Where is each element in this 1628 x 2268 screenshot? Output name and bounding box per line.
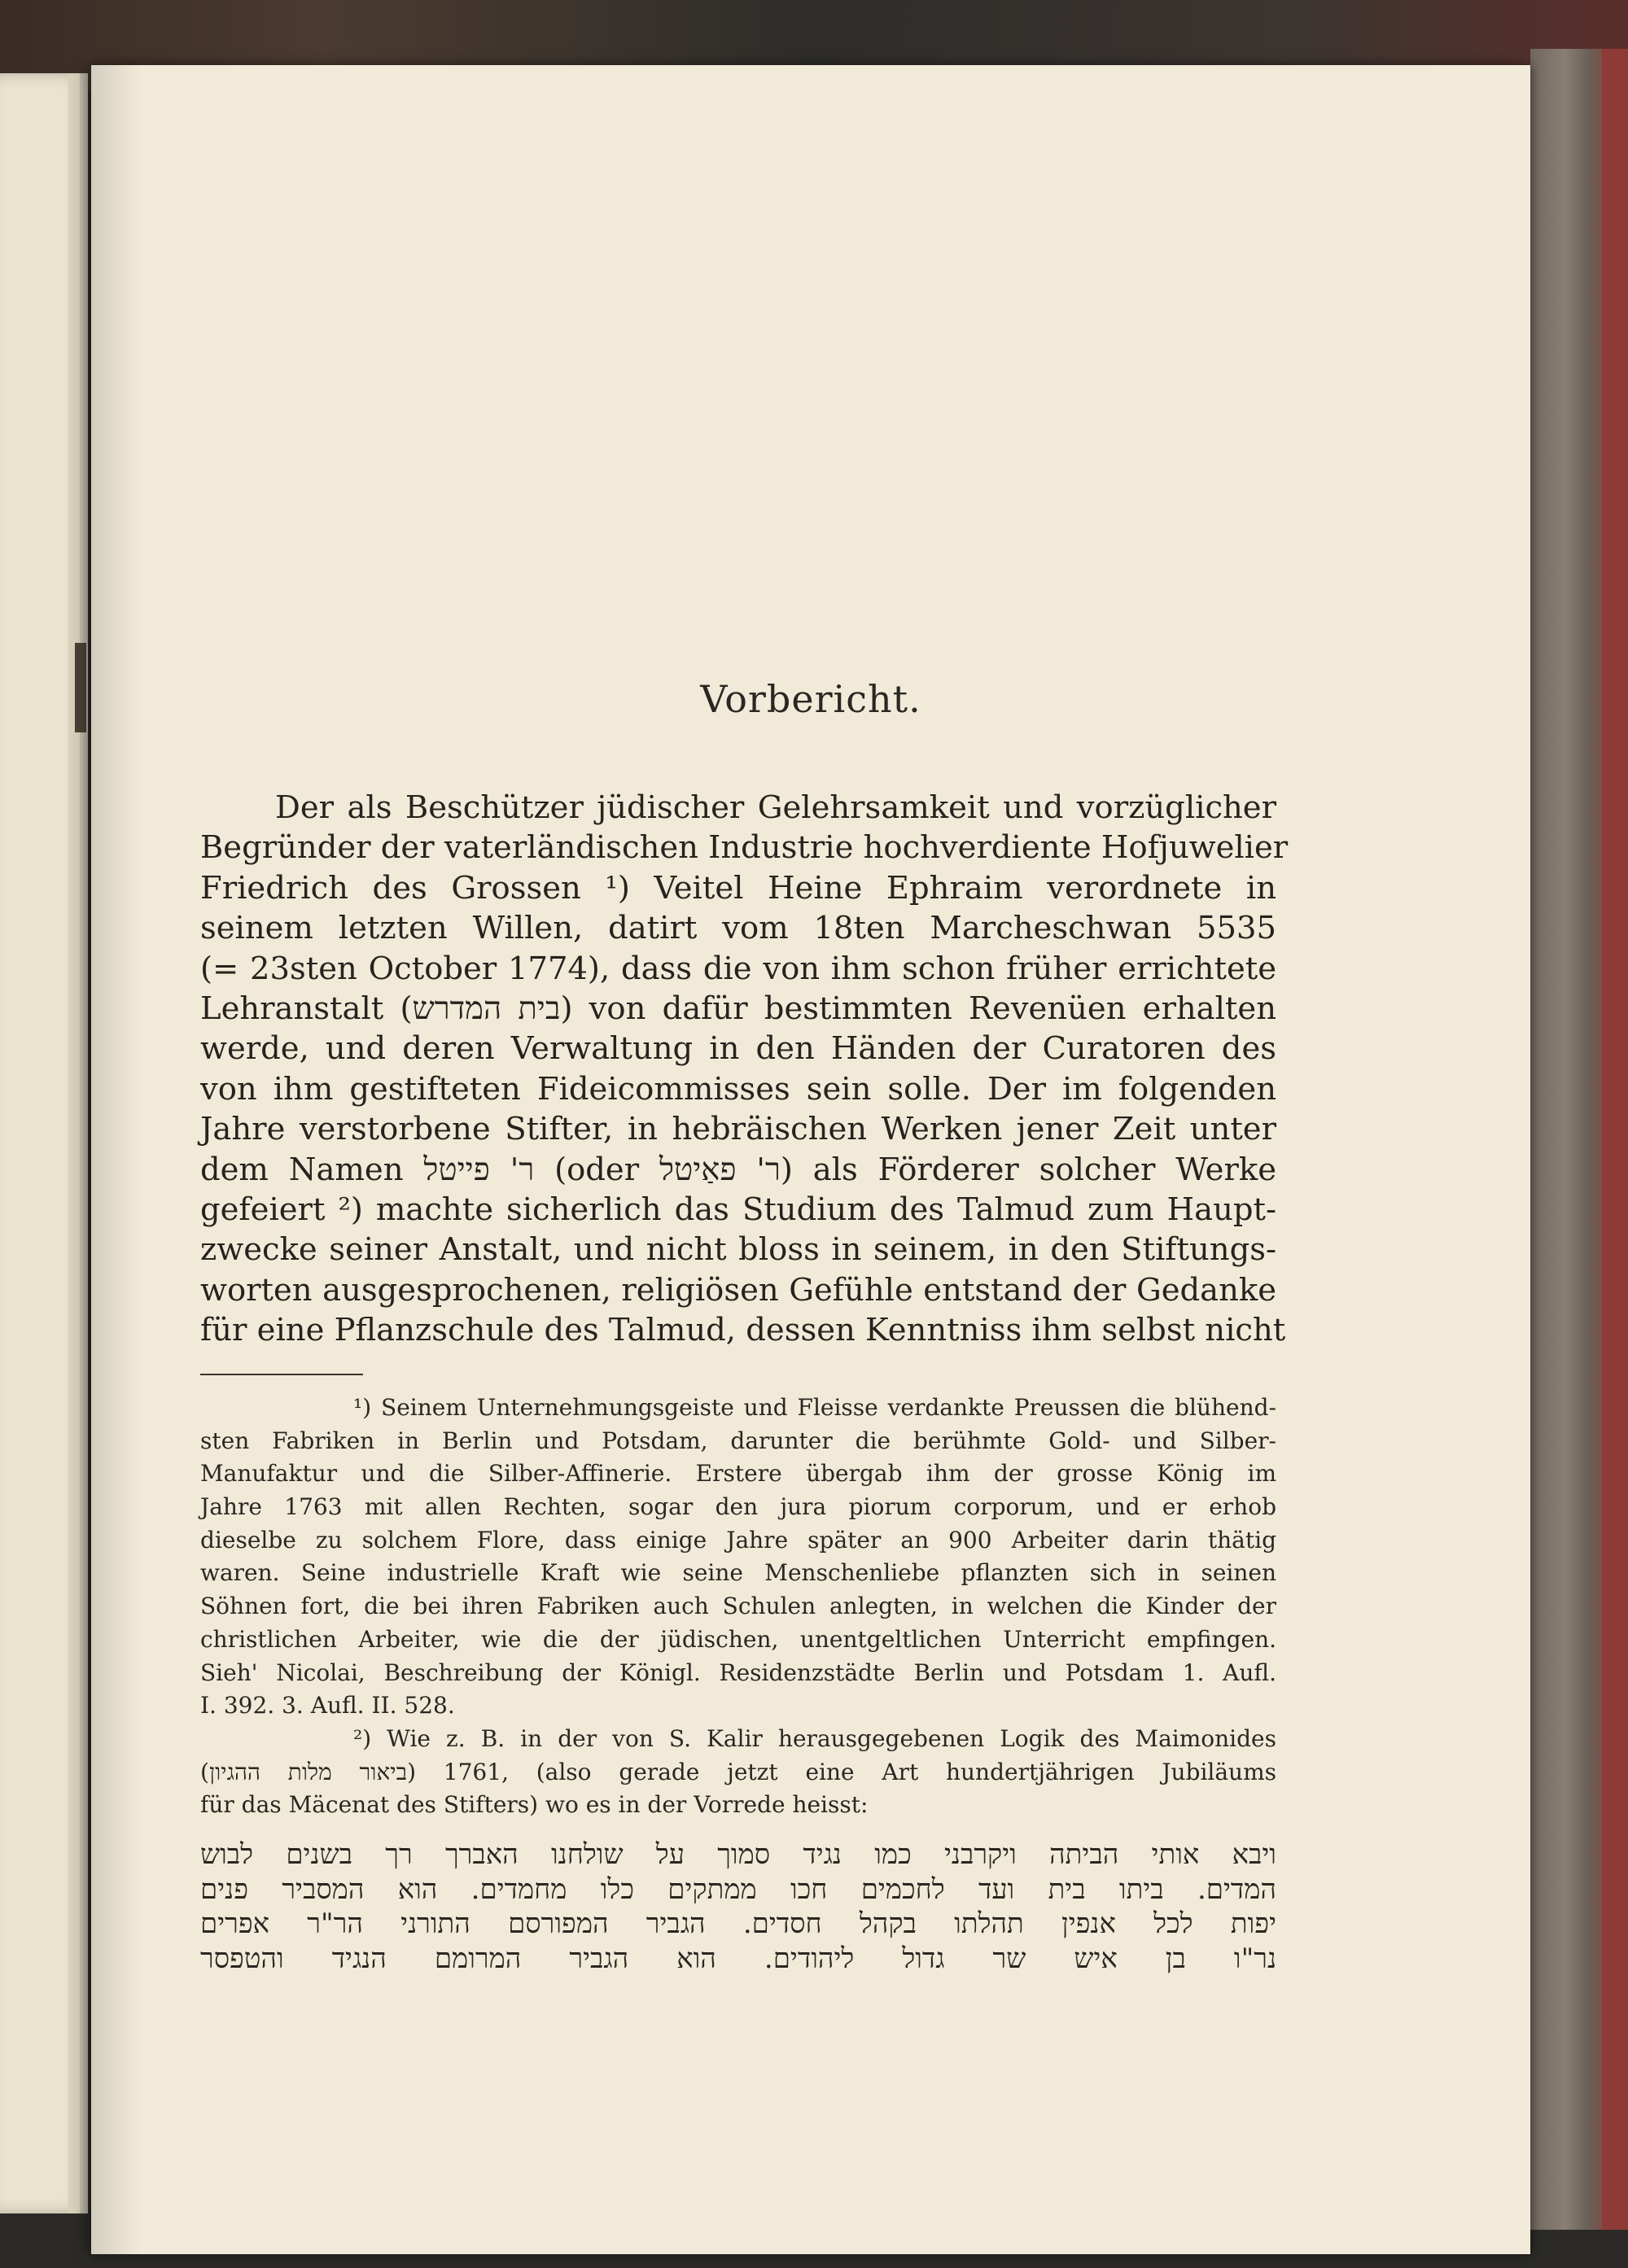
body-line: (= 23sten October 1774), dass die von ihm schon früher errichtete bbox=[200, 950, 1276, 987]
footnotes bbox=[200, 1392, 1276, 1822]
left-page-gutter bbox=[68, 73, 80, 2213]
body-line: Begründer der vaterländischen Industrie hochverdiente Hofjuwelier bbox=[200, 829, 1289, 867]
footnote-line: I. 392. 3. Aufl. II. 528. bbox=[200, 1692, 455, 1720]
body-line: Friedrich des Grossen ¹) Veitel Heine Ephraim verordnete in bbox=[200, 869, 1276, 907]
footnote-line: ¹) Seinem Unternehmungsgeiste und Fleisse verdankte Preussen die blühend- bbox=[353, 1394, 1276, 1421]
footnote-line: waren. Seine industrielle Kraft wie seine Menschenliebe pflanzten sich in seinen bbox=[200, 1559, 1276, 1587]
binding-thread bbox=[75, 643, 86, 732]
footnote-line: dieselbe zu solchem Flore, dass einige Jahre später an 900 Arbeiter darin thätig bbox=[200, 1526, 1276, 1554]
footnote-line: Sieh' Nicolai, Beschreibung der Königl. Residenzstädte Berlin und Potsdam 1. Aufl. bbox=[200, 1658, 1276, 1686]
footnote-line: ²) Wie z. B. in der von S. Kalir herausgegebenen Logik des Maimonides bbox=[353, 1724, 1276, 1752]
cover-spine-cloth bbox=[1602, 49, 1628, 2230]
body-line: worten ausgesprochenen, religiösen Gefühle entstand der Gedanke bbox=[200, 1271, 1276, 1309]
body-line: Jahre verstorbene Stifter, in hebräischen Werken jener Zeit unter bbox=[200, 1111, 1276, 1148]
footnote-line: Jahre 1763 mit allen Rechten, sogar den jura piorum corporum, und er erhob bbox=[200, 1493, 1276, 1521]
page-heading: Vorbericht. bbox=[700, 677, 921, 721]
hebrew-line: המדים. ביתו בית ועד לחכמים חכו ממתקים כלו מחמדים. הוא המסביר פנים bbox=[200, 1873, 1276, 1906]
hebrew-line: ויבא אותי הביתה ויקרבני כמו נגיד סמוך על שולחנו האברך רך בשנים לבוש bbox=[200, 1838, 1276, 1871]
footnote-line: Söhnen fort, die bei ihren Fabriken auch Schulen anlegten, in welchen die Kinder der bbox=[200, 1593, 1276, 1620]
body-line: Lehranstalt (בית המדרש) von dafür bestimmten Revenüen erhalten bbox=[200, 990, 1276, 1027]
body-line: von ihm gestifteten Fideicommisses sein solle. Der im folgenden bbox=[200, 1070, 1276, 1108]
footnote-line: Manufaktur und die Silber-Affinerie. Erstere übergab ihm der grosse König im bbox=[200, 1460, 1276, 1488]
main-text bbox=[200, 788, 1289, 1350]
footnote-line: für das Mäcenat des Stifters) wo es in der Vorrede heisst: bbox=[200, 1791, 869, 1819]
book-cover-right bbox=[1530, 49, 1628, 2230]
footnote-line: christlichen Arbeiter, wie die der jüdischen, unentgeltlichen Unterricht empfingen. bbox=[200, 1625, 1276, 1653]
body-line: Der als Beschützer jüdischer Gelehrsamkeit und vorzüglicher bbox=[275, 789, 1276, 826]
left-page-edge bbox=[0, 73, 88, 2213]
body-line: zwecke seiner Anstalt, und nicht bloss in seinem, in den Stiftungs- bbox=[200, 1231, 1276, 1269]
body-line: für eine Pflanzschule des Talmud, dessen Kenntniss ihm selbst nicht bbox=[200, 1312, 1286, 1349]
footnote-rule bbox=[200, 1374, 363, 1375]
body-line: dem Namen ר' פייטל (oder ר' פאַיטל) als Förderer solcher Werke bbox=[200, 1151, 1276, 1188]
hebrew-quotation bbox=[200, 1838, 1276, 1976]
footnote-line: sten Fabriken in Berlin und Potsdam, darunter die berühmte Gold- und Silber- bbox=[200, 1427, 1276, 1454]
body-line: seinem letzten Willen, datirt vom 18ten Marcheschwan 5535 bbox=[200, 910, 1276, 947]
footnote-line: (ביאור מלות ההגיון) 1761, (also gerade jetzt eine Art hundertjährigen Jubiläums bbox=[200, 1758, 1277, 1785]
body-line: gefeiert ²) machte sicherlich das Studium des Talmud zum Haupt- bbox=[200, 1191, 1276, 1228]
body-line: werde, und deren Verwaltung in den Händen der Curatoren des bbox=[200, 1030, 1276, 1068]
hebrew-line: יפות לכל אנפין תהלתו בקהל חסדים. הגביר המפורסם התורני הר"ר אפרים bbox=[200, 1907, 1276, 1940]
hebrew-line: נר"ו בן איש שר גדול ליהודים. הוא הגביר המרומם הנגיד והטפסר bbox=[200, 1942, 1276, 1975]
